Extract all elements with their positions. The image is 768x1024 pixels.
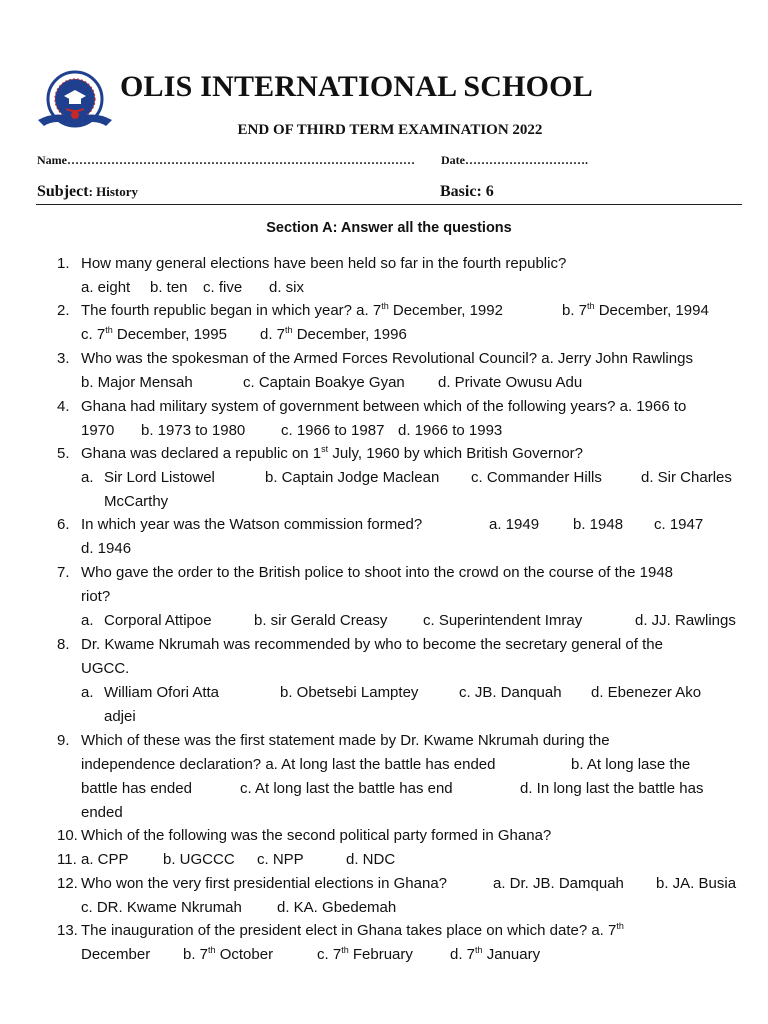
question-10-text: Which of the following was the second political party formed in Ghana? xyxy=(81,827,552,844)
question-number: 13. xyxy=(57,922,78,939)
question-number: 12. xyxy=(57,875,78,892)
section-title: Section A: Answer all the questions xyxy=(266,220,512,236)
q4-option-d: d. 1966 to 1993 xyxy=(398,422,503,439)
q5-option-c: c. Commander Hills xyxy=(471,469,602,486)
q3-option-d: d. Private Owusu Adu xyxy=(438,374,583,391)
q5-option-b: b. Captain Jodge Maclean xyxy=(265,469,440,486)
question-7-text-rest: riot? xyxy=(81,588,111,605)
subject-value: : History xyxy=(88,184,139,199)
q3-option-c: c. Captain Boakye Gyan xyxy=(243,374,405,391)
question-number: 4. xyxy=(57,398,70,415)
q7-option-c: c. Superintendent Imray xyxy=(423,612,583,629)
q8-option-c: c. JB. Danquah xyxy=(459,684,562,701)
subject-label: Subject xyxy=(37,183,89,200)
q5-option-d-rest: McCarthy xyxy=(104,493,169,510)
question-number: 2. xyxy=(57,302,70,319)
q11-option-b: b. UGCCC xyxy=(163,851,235,868)
q12-option-b: b. JA. Busia xyxy=(656,875,737,892)
school-name: OLIS INTERNATIONAL SCHOOL xyxy=(120,70,593,103)
q4-option-c: c. 1966 to 1987 xyxy=(281,422,385,439)
question-9-text-line2: independence declaration? a. At long last the battle has ended xyxy=(81,756,496,773)
question-8-text-rest: UGCC. xyxy=(81,660,130,677)
question-number: 11. xyxy=(57,851,77,868)
q7-option-a: Corporal Attipoe xyxy=(104,612,212,629)
question-3-text: Who was the spokesman of the Armed Forces Revolutional Council? a. Jerry John Rawlings xyxy=(81,350,693,367)
question-number: 1. xyxy=(57,255,70,272)
question-number: 7. xyxy=(57,564,70,581)
q1-option-c: c. five xyxy=(203,279,243,296)
q5-option-d: d. Sir Charles xyxy=(641,469,732,486)
date-field: Date…………………………. xyxy=(441,153,588,167)
q8-option-b: b. Obetsebi Lamptey xyxy=(280,684,419,701)
question-13-text: The inauguration of the president elect in Ghana takes place on which date? a. 7th xyxy=(81,921,624,939)
q4-option-a-rest: 1970 xyxy=(81,422,115,439)
q2-option-c: c. 7th December, 1995 xyxy=(81,325,227,343)
q13-option-a-rest: December xyxy=(81,946,151,963)
question-2-text: The fourth republic began in which year? a. 7th December, 1992 xyxy=(81,301,503,319)
question-number: 8. xyxy=(57,636,70,653)
question-9-text: Which of these was the first statement made by Dr. Kwame Nkrumah during the xyxy=(81,732,610,749)
q11-option-d: d. NDC xyxy=(346,851,396,868)
q9-option-d: d. In long last the battle has xyxy=(520,780,704,797)
q12-option-c: c. DR. Kwame Nkrumah xyxy=(81,899,242,916)
question-number: 9. xyxy=(57,732,70,749)
q1-option-b: b. ten xyxy=(150,279,188,296)
q5-option-a: Sir Lord Listowel xyxy=(104,469,215,486)
q7-option-a-label: a. xyxy=(81,612,94,629)
q7-option-d: d. JJ. Rawlings xyxy=(635,612,736,629)
q11-option-a: a. CPP xyxy=(81,851,129,868)
question-6-text: In which year was the Watson commission formed? xyxy=(81,516,423,533)
question-7-text: Who gave the order to the British police to shoot into the crowd on the course of the 1948 xyxy=(81,564,674,581)
q5-option-a-label: a. xyxy=(81,469,94,486)
subject-row xyxy=(37,183,138,201)
q13-option-d: d. 7th January xyxy=(450,945,541,963)
q11-option-c: c. NPP xyxy=(257,851,304,868)
q6-option-d: d. 1946 xyxy=(81,540,132,557)
q13-option-b: b. 7th October xyxy=(183,945,274,963)
q3-option-b: b. Major Mensah xyxy=(81,374,193,391)
q12-option-d: d. KA. Gbedemah xyxy=(277,899,397,916)
q8-option-d: d. Ebenezer Ako xyxy=(591,684,702,701)
q8-option-a: William Ofori Atta xyxy=(104,684,220,701)
q12-option-a: a. Dr. JB. Damquah xyxy=(493,875,624,892)
question-8-text: Dr. Kwame Nkrumah was recommended by who to become the secretary general of the xyxy=(81,636,663,653)
q9-option-b: b. At long lase the xyxy=(571,756,691,773)
q4-option-b: b. 1973 to 1980 xyxy=(141,422,246,439)
header-divider xyxy=(36,204,742,205)
question-12-text: Who won the very first presidential elections in Ghana? xyxy=(81,875,448,892)
question-1-text: How many general elections have been held so far in the fourth republic? xyxy=(81,255,567,272)
exam-title: END OF THIRD TERM EXAMINATION 2022 xyxy=(237,122,543,138)
q7-option-b: b. sir Gerald Creasy xyxy=(254,612,388,629)
question-number: 3. xyxy=(57,350,70,367)
q6-option-a: a. 1949 xyxy=(489,516,540,533)
q6-option-b: b. 1948 xyxy=(573,516,624,533)
q6-option-c: c. 1947 xyxy=(654,516,704,533)
q2-option-b: b. 7th December, 1994 xyxy=(562,301,709,319)
question-5-text: Ghana was declared a republic on 1st July, 1960 by which British Governor? xyxy=(81,444,584,462)
q9-option-d-rest: ended xyxy=(81,804,123,821)
basic-level: Basic: 6 xyxy=(440,183,494,200)
question-number: 5. xyxy=(57,445,70,462)
q1-option-d: d. six xyxy=(269,279,305,296)
q8-option-a-label: a. xyxy=(81,684,94,701)
q8-option-d-rest: adjei xyxy=(104,708,136,725)
question-number: 10. xyxy=(57,827,78,844)
q1-option-a: a. eight xyxy=(81,279,131,296)
question-4-text: Ghana had military system of government between which of the following years? a. 1966 to xyxy=(81,398,687,415)
q9-option-c: c. At long last the battle has end xyxy=(240,780,453,797)
q9-option-b-rest: battle has ended xyxy=(81,780,192,797)
question-number: 6. xyxy=(57,516,70,533)
q2-option-d: d. 7th December, 1996 xyxy=(260,325,407,343)
name-field: Name…………………………………………………………………………… xyxy=(37,153,415,167)
q13-option-c: c. 7th February xyxy=(317,945,413,963)
